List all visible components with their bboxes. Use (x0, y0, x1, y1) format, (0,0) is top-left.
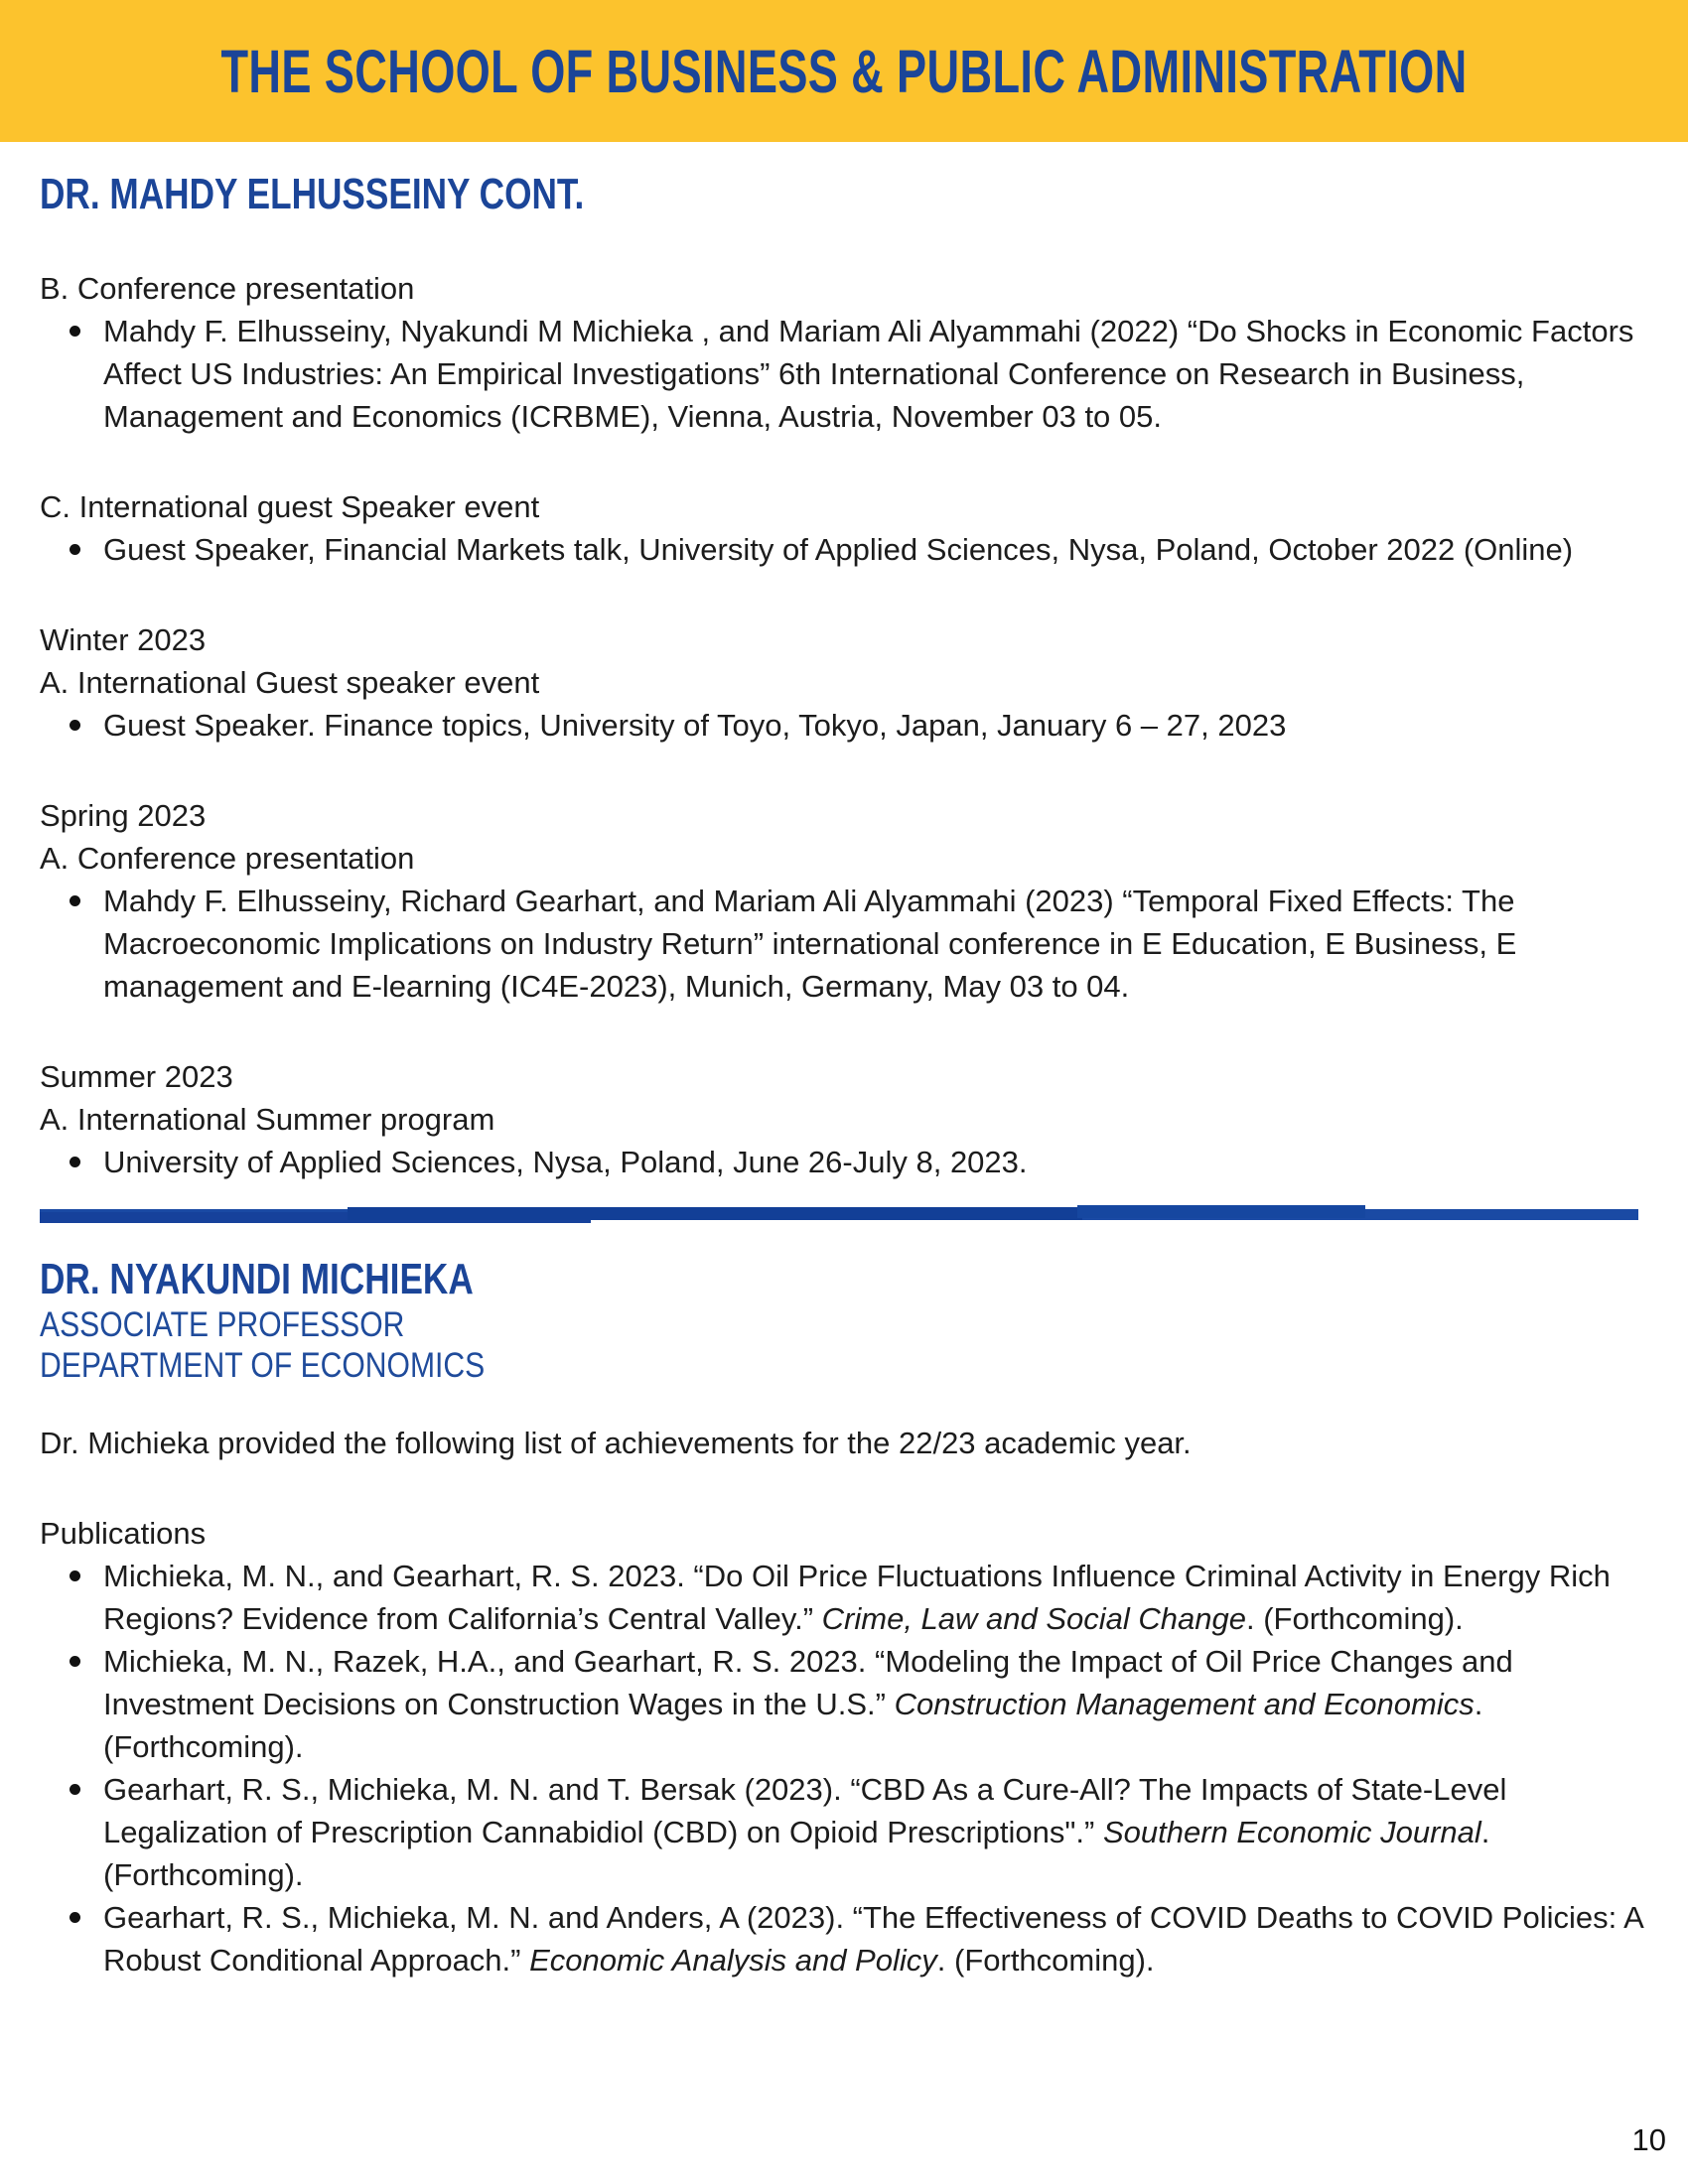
divider-segment (1077, 1205, 1365, 1218)
publication-status-text: . (Forthcoming). (936, 1943, 1155, 1978)
achievement-block (40, 485, 1643, 571)
section-heading-elhusseiny-text: DR. MAHDY ELHUSSEINY CONT. (40, 170, 585, 218)
publication-citation-text: Gearhart, R. S., Michieka, M. N. and Anders, A (2023). “The Effectiveness of COVID Deaths to COVID Policies: A Robust Conditional Approach.” (103, 1900, 1643, 1978)
bullet-item: University of Applied Sciences, Nysa, Poland, June 26-July 8, 2023. (40, 1141, 1643, 1183)
publication-item (40, 1896, 1643, 1981)
publication-citation-text: Gearhart, R. S., Michieka, M. N. and T. Bersak (2023). “CBD As a Cure-All? The Impacts of State-Level Legalization of Prescription Cannabidiol (CBD) on Opioid Prescriptions".” (103, 1772, 1507, 1849)
achievement-block (40, 794, 1643, 1008)
section-heading-elhusseiny (40, 170, 1643, 219)
achievement-block (40, 267, 1643, 438)
publication-citation-text: Michieka, M. N., and Gearhart, R. S. 2023. “Do Oil Price Fluctuations Influence Criminal Activity in Energy Rich Regions? Evidence from California’s Central Valley.” (103, 1559, 1611, 1636)
michieka-rank (40, 1304, 1643, 1345)
publication-journal-name: Crime, Law and Social Change (821, 1601, 1246, 1636)
publication-journal-name: Economic Analysis and Policy (529, 1943, 937, 1978)
publication-item (40, 1768, 1643, 1896)
block-label: A. International Guest speaker event (40, 665, 540, 700)
banner-title: THE SCHOOL OF BUSINESS & PUBLIC ADMINISTRATION (220, 37, 1468, 105)
bullet-list (40, 880, 1643, 1008)
school-banner (0, 0, 1688, 142)
publication-status-text: . (Forthcoming). (103, 1687, 1483, 1764)
bullet-list (40, 1141, 1643, 1183)
season-label: Spring 2023 (40, 798, 207, 833)
michieka-department (40, 1345, 1643, 1386)
publication-status-text: . (Forthcoming). (103, 1815, 1490, 1892)
bullet-item: Mahdy F. Elhusseiny, Nyakundi M Michieka , and Mariam Ali Alyammahi (2022) “Do Shocks in Economic Factors Affect US Industries: An Empirical Investigations” 6th International Conference on Research in Business, Management and Economics (ICRBME), Vienna, Austria, November 03 to 05. (40, 310, 1643, 438)
section-heading-michieka-text: DR. NYAKUNDI MICHIEKA (40, 1255, 474, 1303)
michieka-department-text: DEPARTMENT OF ECONOMICS (40, 1346, 486, 1385)
achievement-block (40, 618, 1643, 747)
elhusseiny-achievement-blocks (40, 267, 1643, 1183)
publication-item (40, 1555, 1643, 1640)
publication-journal-name: Southern Economic Journal (1102, 1815, 1481, 1849)
bullet-item: Mahdy F. Elhusseiny, Richard Gearhart, and Mariam Ali Alyammahi (2023) “Temporal Fixed Effects: The Macroeconomic Implications on Industry Return” international conference in E Education, E Business, E management and E-learning (IC4E-2023), Munich, Germany, May 03 to 04. (40, 880, 1643, 1008)
publication-item (40, 1640, 1643, 1768)
publication-status-text: . (Forthcoming). (1246, 1601, 1464, 1636)
achievement-block (40, 1055, 1643, 1183)
publications-label: Publications (40, 1516, 207, 1551)
block-label: B. Conference presentation (40, 271, 415, 306)
bullet-list (40, 528, 1643, 571)
michieka-rank-text: ASSOCIATE PROFESSOR (40, 1305, 405, 1344)
bullet-list (40, 310, 1643, 438)
bullet-item: Guest Speaker, Financial Markets talk, University of Applied Sciences, Nysa, Poland, October 2022 (Online) (40, 528, 1643, 571)
michieka-intro: Dr. Michieka provided the following list of achievements for the 22/23 academic year. (40, 1426, 1192, 1460)
season-label: Winter 2023 (40, 622, 207, 657)
publication-journal-name: Construction Management and Economics (894, 1687, 1475, 1721)
page-number: 10 (1631, 2122, 1666, 2157)
publications-list (40, 1555, 1643, 1981)
block-label: C. International guest Speaker event (40, 489, 540, 524)
block-label: A. Conference presentation (40, 841, 415, 876)
season-label: Summer 2023 (40, 1059, 233, 1094)
section-divider (40, 1205, 1643, 1225)
section-heading-michieka (40, 1255, 1643, 1304)
bullet-item: Guest Speaker. Finance topics, University of Toyo, Tokyo, Japan, January 6 – 27, 2023 (40, 704, 1643, 747)
page-body (0, 170, 1688, 1981)
divider-segment (348, 1207, 1082, 1220)
bullet-list (40, 704, 1643, 747)
block-label: A. International Summer program (40, 1102, 495, 1137)
publication-citation-text: Michieka, M. N., Razek, H.A., and Gearhart, R. S. 2023. “Modeling the Impact of Oil Price Changes and Investment Decisions on Construction Wages in the U.S.” (103, 1644, 1513, 1721)
